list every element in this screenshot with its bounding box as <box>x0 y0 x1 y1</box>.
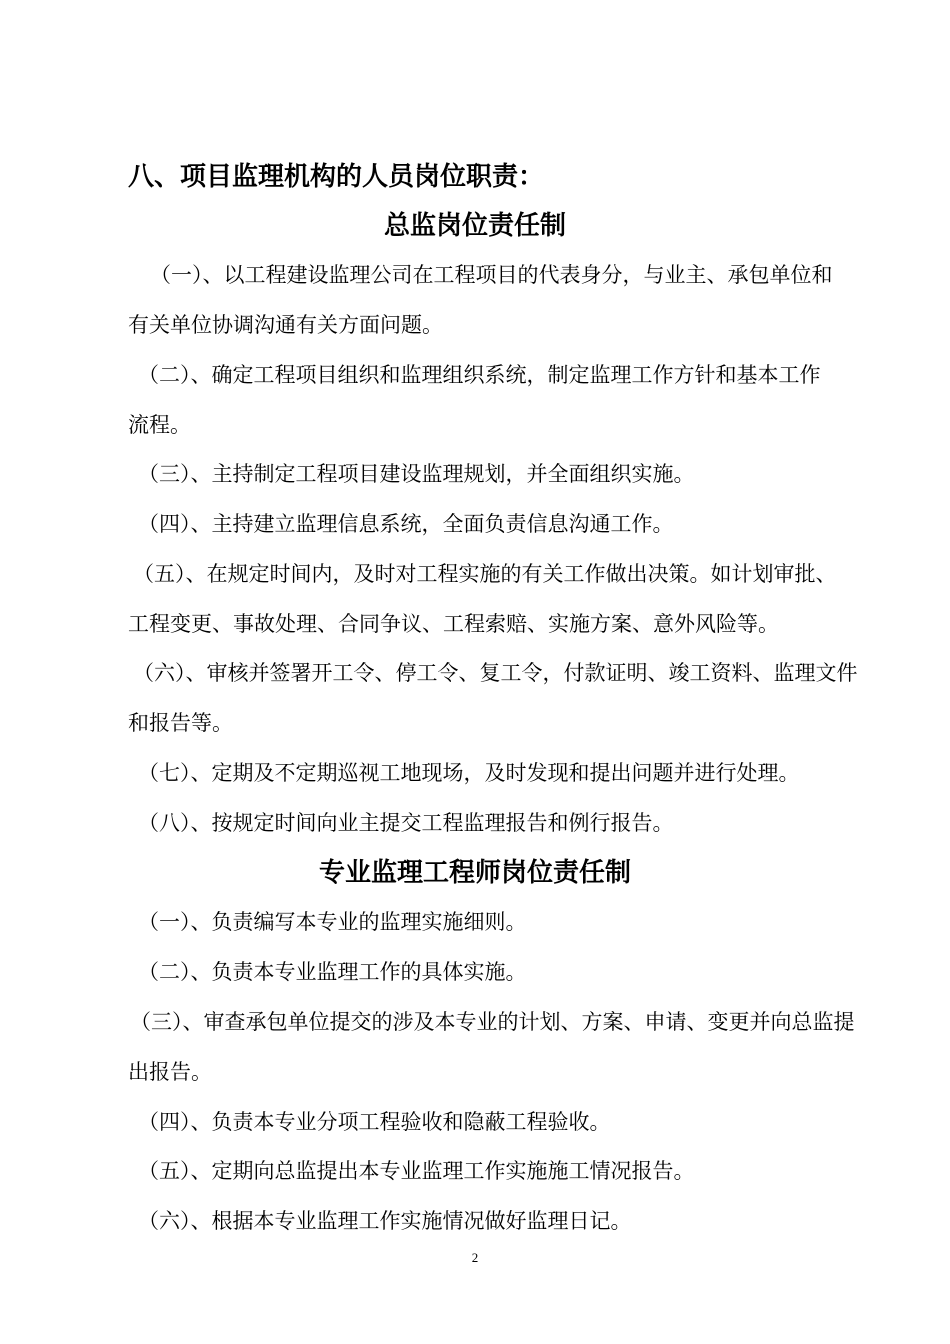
chief-item-8: （八）、按规定时间向业主提交工程监理报告和例行报告。 <box>138 811 674 835</box>
chief-item-2-line-1: （二）、确定工程项目组织和监理组织系统，制定监理工作方针和基本工作 <box>138 363 821 387</box>
chief-item-3: （三）、主持制定工程项目建设监理规划，并全面组织实施。 <box>138 462 695 486</box>
engineer-title: 专业监理工程师岗位责任制 <box>318 858 631 888</box>
chief-item-5-line-1: （五）、在规定时间内，及时对工程实施的有关工作做出决策。如计划审批、 <box>133 562 837 586</box>
chief-item-7: （七）、定期及不定期巡视工地现场，及时发现和提出问题并进行处理。 <box>138 761 800 785</box>
page-number: 2 <box>471 1250 479 1265</box>
engineer-item-2: （二）、负责本专业监理工作的具体实施。 <box>138 960 527 984</box>
engineer-item-3-line-2: 出报告。 <box>128 1060 212 1084</box>
chief-item-4: （四）、主持建立监理信息系统，全面负责信息沟通工作。 <box>138 512 674 536</box>
chief-item-2-line-2: 流程。 <box>128 413 191 437</box>
section-heading: 八、项目监理机构的人员岗位职责： <box>128 162 545 192</box>
engineer-item-5: （五）、定期向总监提出本专业监理工作实施施工情况报告。 <box>138 1159 695 1183</box>
engineer-item-6: （六）、根据本专业监理工作实施情况做好监理日记。 <box>138 1209 632 1233</box>
chief-item-1-line-1: （一）、以工程建设监理公司在工程项目的代表身分，与业主、承包单位和 <box>150 263 833 287</box>
chief-supervisor-title: 总监岗位责任制 <box>383 211 566 241</box>
engineer-item-4: （四）、负责本专业分项工程验收和隐蔽工程验收。 <box>138 1110 611 1134</box>
chief-item-5-line-2: 工程变更、事故处理、合同争议、工程索赔、实施方案、意外风险等。 <box>128 612 779 636</box>
chief-item-1-line-2: 有关单位协调沟通有关方面问题。 <box>128 313 443 337</box>
chief-item-6-line-1: （六）、审核并签署开工令、停工令、复工令，付款证明、竣工资料、监理文件 <box>133 661 858 685</box>
engineer-item-3-line-1: （三）、审查承包单位提交的涉及本专业的计划、方案、申请、变更并向总监提 <box>130 1010 855 1034</box>
chief-item-6-line-2: 和报告等。 <box>128 711 233 735</box>
engineer-item-1: （一）、负责编写本专业的监理实施细则。 <box>138 910 527 934</box>
